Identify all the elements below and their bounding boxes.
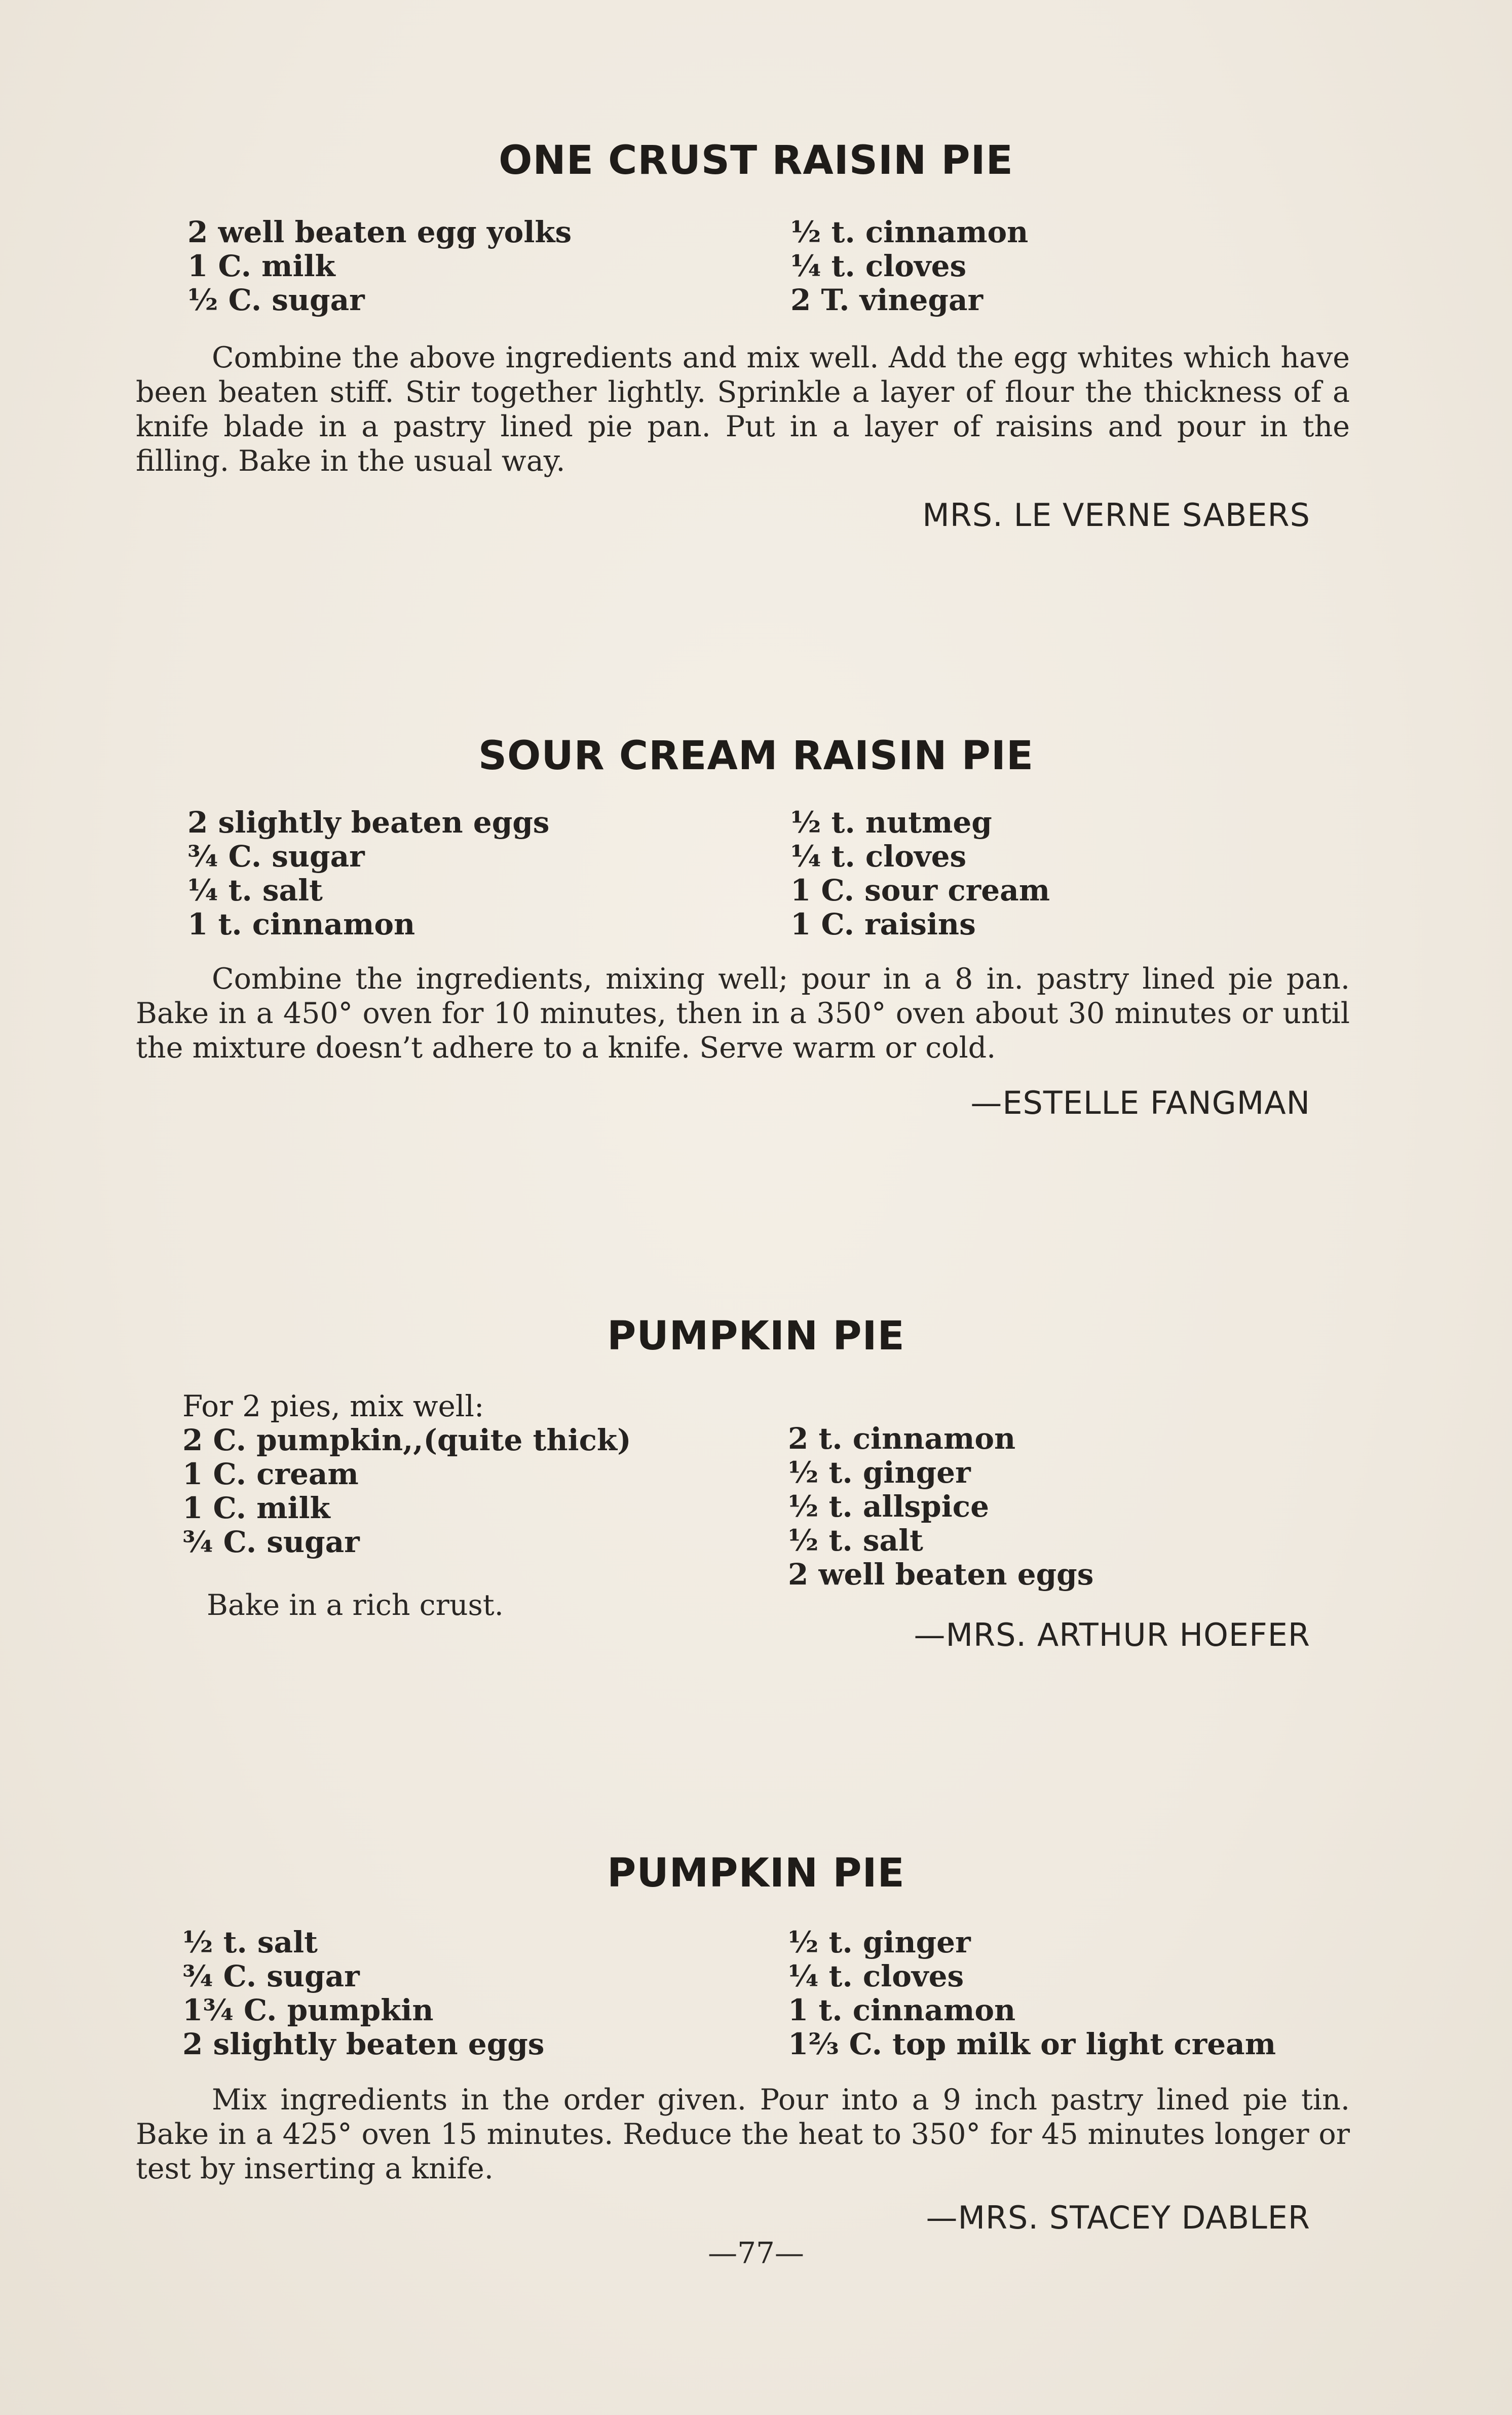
ingredient: ½ t. salt: [788, 1523, 923, 1558]
ingredient: 2 well beaten egg yolks: [187, 215, 572, 249]
ingredient: ½ t. allspice: [788, 1489, 989, 1524]
ingredient: ½ t. nutmeg: [790, 805, 992, 840]
ingredient: 1 C. sour cream: [790, 873, 1050, 908]
ingredient: ½ t. cinnamon: [790, 215, 1029, 249]
recipe-intro: For 2 pies, mix well:: [182, 1389, 484, 1423]
ingredient: ½ t. ginger: [788, 1455, 971, 1490]
ingredient: 2 well beaten eggs: [788, 1557, 1094, 1592]
directions: Bake in a rich crust.: [207, 1589, 504, 1622]
ingredient: ½ t. salt: [182, 1925, 318, 1959]
ingredient-list-right: [788, 1422, 1093, 1592]
ingredient: ¼ t. salt: [187, 873, 323, 908]
directions-text: Combine the above ingredients and mix well. Add the egg whites which have been beaten stiff. Stir together lightly. Sprinkle a layer of flour the thickness of a knife blade in a pastry lined pie pan. Put in a layer of raisins and pour in the filling. Bake in the usual way.: [136, 341, 1350, 478]
ingredient: 1¾ C. pumpkin: [182, 1993, 434, 2027]
recipe-title: ONE CRUST RAISIN PIE: [499, 138, 1013, 183]
recipe-title: PUMPKIN PIE: [607, 1313, 905, 1359]
recipe-credit: —MRS. ARTHUR HOEFER: [914, 1616, 1310, 1653]
ingredient-list-right: [790, 806, 1050, 941]
ingredient-list-left: [182, 1926, 544, 2061]
ingredient: ¼ t. cloves: [790, 839, 967, 874]
ingredient: 1 C. milk: [182, 1491, 330, 1525]
ingredient-list-right: [788, 1926, 1276, 2061]
ingredient: 1 t. cinnamon: [187, 907, 415, 941]
ingredient: 2 slightly beaten eggs: [182, 2027, 545, 2061]
recipe-credit: —ESTELLE FANGMAN: [970, 1084, 1310, 1121]
ingredient: 2 C. pumpkin,,(quite thick): [182, 1423, 631, 1457]
ingredient: ¼ t. cloves: [790, 249, 967, 283]
ingredient: 2 T. vinegar: [790, 283, 984, 317]
directions: [136, 2083, 1350, 2186]
ingredient-list-left: [187, 215, 572, 317]
ingredient: 2 slightly beaten eggs: [187, 805, 550, 840]
recipe-credit: MRS. LE VERNE SABERS: [922, 497, 1310, 534]
ingredient: ¾ C. sugar: [182, 1959, 360, 1993]
page-number: —77—: [708, 2236, 804, 2270]
ingredient: 1⅔ C. top milk or light cream: [788, 2027, 1276, 2061]
ingredient: 1 C. milk: [187, 249, 335, 283]
ingredient: ½ t. ginger: [788, 1925, 971, 1959]
recipe-credit: —MRS. STACEY DABLER: [926, 2199, 1310, 2236]
recipe-title: PUMPKIN PIE: [607, 1851, 905, 1896]
directions-text: Mix ingredients in the order given. Pour into a 9 inch pastry lined pie tin. Bake in a 425° oven 15 minutes. Reduce the heat to 350° for 45 minutes longer or test by inserting a knife.: [136, 2083, 1350, 2185]
ingredient: ¼ t. cloves: [788, 1959, 964, 1993]
directions-text: Combine the ingredients, mixing well; pour in a 8 in. pastry lined pie pan. Bake in a 450° oven for 10 minutes, then in a 350° oven about 30 minutes or until the mixture doesn’t adhere to a knife. Serve warm or cold.: [136, 962, 1350, 1065]
ingredient: ½ C. sugar: [187, 283, 365, 317]
ingredient: 2 t. cinnamon: [788, 1421, 1016, 1456]
recipe-title: SOUR CREAM RAISIN PIE: [478, 733, 1034, 779]
ingredient: ¾ C. sugar: [187, 839, 365, 874]
ingredient-list-left: [187, 806, 549, 941]
directions: [136, 962, 1350, 1065]
ingredient: ¾ C. sugar: [182, 1525, 360, 1559]
ingredient-list-right: [790, 215, 1028, 317]
ingredient: 1 C. raisins: [790, 907, 976, 941]
ingredient-list-left: [182, 1389, 631, 1559]
directions: [136, 341, 1350, 478]
ingredient: 1 t. cinnamon: [788, 1993, 1016, 2027]
ingredient: 1 C. cream: [182, 1457, 359, 1491]
